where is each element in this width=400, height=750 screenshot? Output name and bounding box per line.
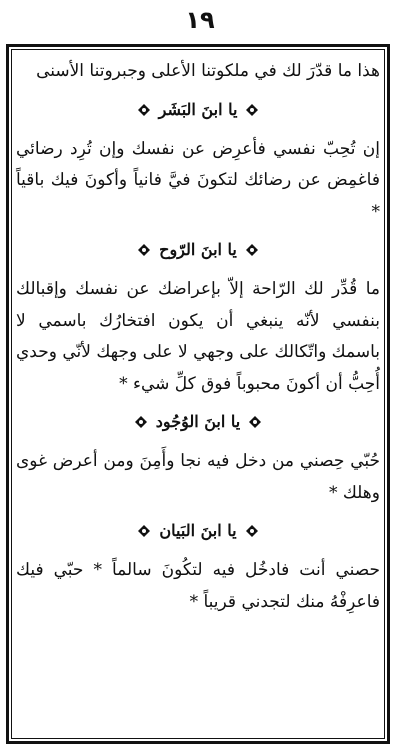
paragraph-son-of-utterance: حصني أنت فادخُل فيه لتكُونَ سالماً * حبّي فيك فاعرِفْهُ منك لتجدني قريباً *: [16, 560, 380, 612]
paragraph-son-of-man: إن تُحِبّ نفسي فأعرِض عن نفسك وإن تُرِد رضائي فاغمِض عن رضائك لتكونَ فيَّ فانياً وأكونَ فيك باقياً *: [16, 138, 380, 222]
heading-son-of-utterance: [16, 511, 380, 551]
heading-text: يا ابنَ البَشَر: [158, 99, 238, 119]
ornament-left-icon: [134, 415, 148, 429]
ornament-right-icon: [245, 243, 259, 257]
heading-son-of-spirit: [16, 230, 380, 270]
paragraph-intro: هذا ما قدّرَ لك في ملكوتنا الأعلى وجبروتنا الأسنى: [36, 61, 380, 81]
paragraph-son-of-spirit: ما قُدِّر لك الرّاحة إلاّ بإعراضك عن نفسك وإقبالك بنفسي لأنّه ينبغي أن يكون افتخارُك باسمي لا باسمك واتّكالك على وجهي لا على وجهك لأنّي وحدي أُحِبُّ أن أكونَ محبوباً فوق كلِّ شيء *: [15, 279, 380, 394]
heading-text: يا ابنَ الوُجُود: [155, 412, 241, 431]
heading-son-of-being: [16, 402, 380, 442]
heading-son-of-man: [16, 90, 380, 130]
ornament-right-icon: [245, 103, 259, 117]
ornament-left-icon: [137, 524, 151, 538]
page-number: ١٩: [185, 6, 215, 34]
heading-text: يا ابنَ البَيان: [159, 521, 237, 540]
ornament-right-icon: [248, 415, 262, 429]
ornament-left-icon: [137, 243, 151, 257]
ornament-right-icon: [245, 524, 259, 538]
ornament-left-icon: [137, 103, 151, 117]
page-content: [16, 56, 380, 732]
paragraph-son-of-being: حُبّي حِصني من دخل فيه نجا وأَمِنَ ومن أعرض غوى وهلك *: [16, 451, 380, 503]
heading-text: يا ابنَ الرّوح: [159, 240, 237, 259]
